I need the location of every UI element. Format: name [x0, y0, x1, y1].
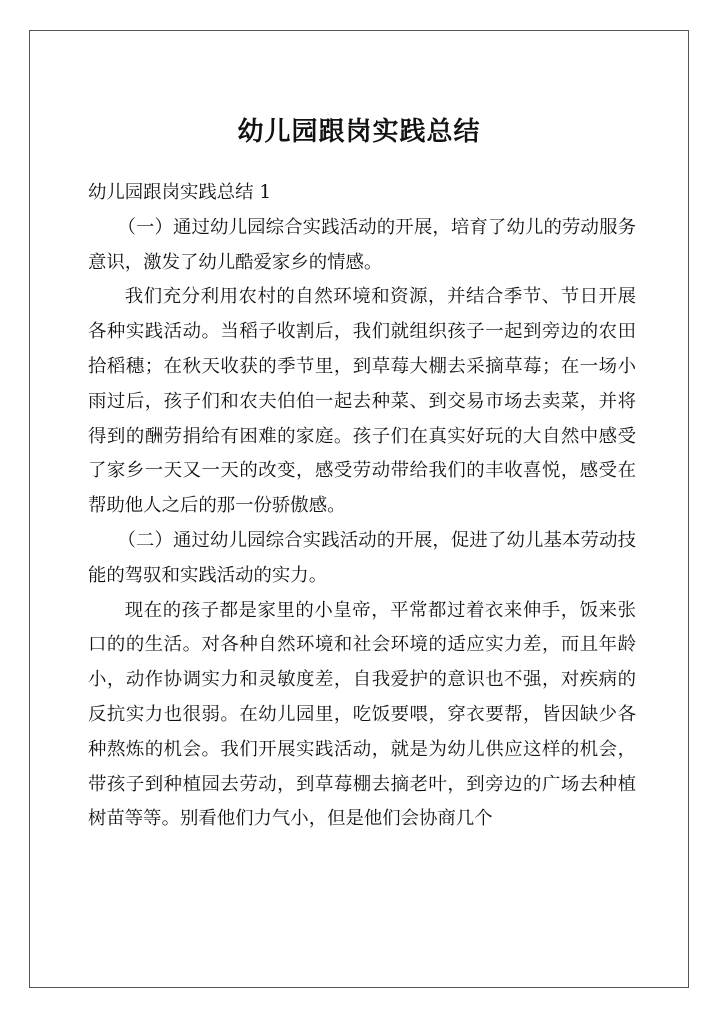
document-body: [88, 176, 636, 837]
paragraph-1: （一）通过幼儿园综合实践活动的开展，培育了幼儿的劳动服务意识，激发了幼儿酷爱家乡的情感。: [88, 216, 636, 273]
section-heading: 幼儿园跟岗实践总结 1: [88, 182, 272, 203]
paragraph-2: 我们充分利用农村的自然环境和资源，并结合季节、节日开展各种实践活动。当稻子收割后，我们就组织孩子一起到旁边的农田拾稻穗；在秋天收获的季节里，到草莓大棚去采摘草莓；在一场小雨过后，孩子们和农夫伯伯一起去种菜、到交易市场去卖菜，并将得到的酬劳捐给有困难的家庭。孩子们在真实好玩的大自然中感受了家乡一天又一天的改变，感受劳动带给我们的丰收喜悦，感受在帮助他人之后的那一份骄傲感。: [88, 286, 636, 517]
paragraph-4: 现在的孩子都是家里的小皇帝，平常都过着衣来伸手，饭来张口的的生活。对各种自然环境和社会环境的适应实力差，而且年龄小，动作协调实力和灵敏度差，自我爱护的意识也不强，对疾病的反抗实力也很弱。在幼儿园里，吃饭要喂，穿衣要帮，皆因缺少各种熬炼的机会。我们开展实践活动，就是为幼儿供应这样的机会，带孩子到种植园去劳动，到草莓棚去摘老叶，到旁边的广场去种植树苗等等。别看他们力气小，但是他们会协商几个: [88, 599, 636, 830]
document-title: 幼儿园跟岗实践总结: [237, 117, 481, 147]
paragraph-3: （二）通过幼儿园综合实践活动的开展，促进了幼儿基本劳动技能的驾驭和实践活动的实力。: [88, 529, 636, 586]
